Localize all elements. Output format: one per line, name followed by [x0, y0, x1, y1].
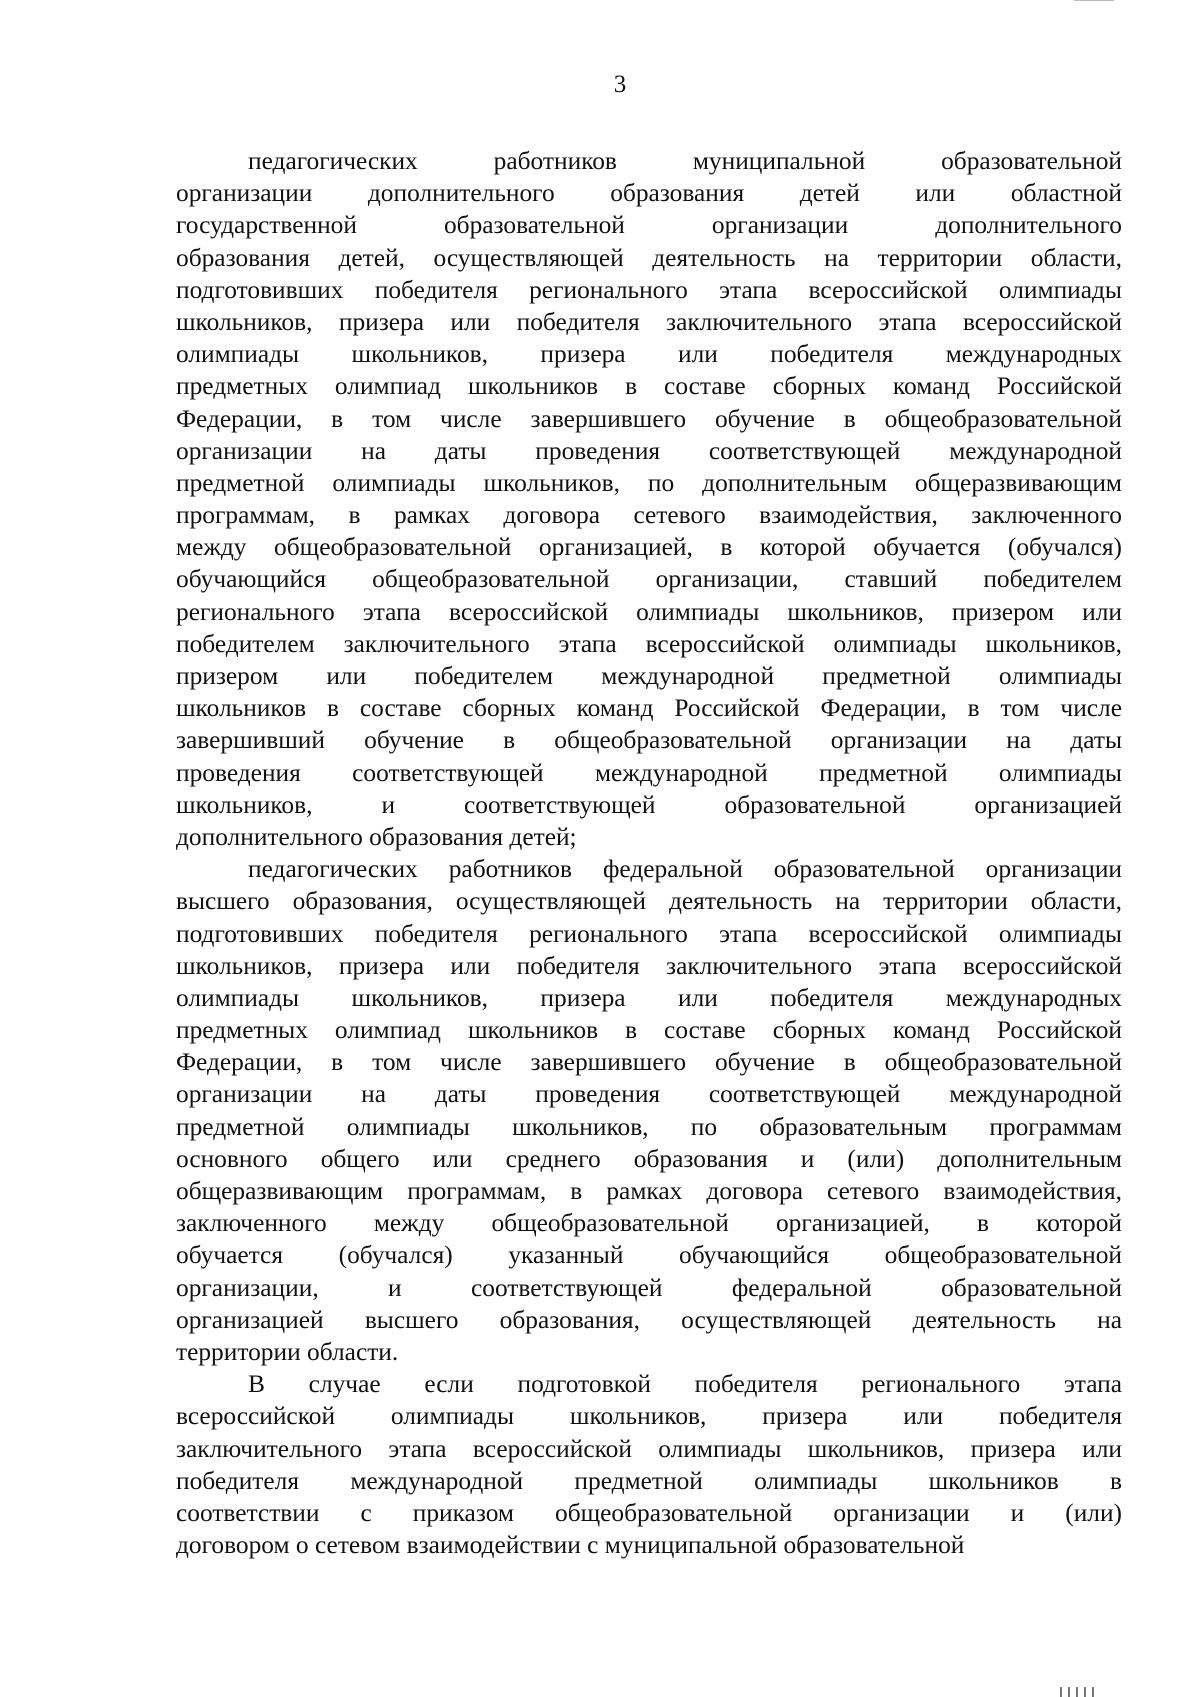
text-line: организации на даты проведения соответствующей международной — [176, 1080, 1122, 1109]
paragraph — [176, 145, 1122, 853]
page-number-text: 3 — [613, 71, 627, 98]
text-line: победителя международной предметной олимпиады школьников в — [176, 1466, 1122, 1495]
text-line: предметных олимпиад школьников в составе сборных команд Российской — [176, 1016, 1122, 1045]
text-line: территории области. — [176, 1337, 399, 1366]
text-line: основного общего или среднего образования и (или) дополнительным — [176, 1144, 1122, 1173]
text-line: договором о сетевом взаимодействии с муниципальной образовательной — [176, 1531, 965, 1560]
text-line: завершивший обучение в общеобразовательной организации на даты — [176, 726, 1122, 755]
paragraph — [176, 1368, 1122, 1561]
text-line: школьников, призера или победителя заключительного этапа всероссийской — [176, 951, 1122, 980]
paragraph — [176, 853, 1122, 1368]
scan-barcode-mark — [1060, 1687, 1130, 1697]
text-line: Федерации, в том числе завершившего обучение в общеобразовательной — [176, 1048, 1122, 1077]
text-line: программам, в рамках договора сетевого взаимодействия, заключенного — [176, 501, 1122, 530]
text-line: предметной олимпиады школьников, по дополнительным общеразвивающим — [176, 468, 1122, 497]
text-line: обучающийся общеобразовательной организации, ставший победителем — [176, 565, 1122, 594]
text-line: педагогических работников федеральной образовательной организации — [248, 855, 1122, 884]
text-line: высшего образования, осуществляющей деятельность на территории области, — [176, 887, 1122, 916]
text-line: всероссийской олимпиады школьников, призера или победителя — [176, 1402, 1122, 1431]
text-line: дополнительного образования детей; — [176, 822, 577, 851]
text-line: соответствии с приказом общеобразовательной организации и (или) — [176, 1498, 1122, 1527]
text-line: школьников, призера или победителя заключительного этапа всероссийской — [176, 307, 1122, 336]
text-line: общеразвивающим программам, в рамках договора сетевого взаимодействия, — [176, 1177, 1122, 1205]
text-line: педагогических работников муниципальной образовательной — [248, 147, 1122, 175]
text-line: обучается (обучался) указанный обучающийся общеобразовательной — [176, 1241, 1122, 1270]
text-line: олимпиады школьников, призера или победителя международных — [176, 340, 1122, 369]
text-line: заключенного между общеобразовательной организацией, в которой — [176, 1209, 1122, 1238]
text-line: Федерации, в том числе завершившего обучение в общеобразовательной — [176, 404, 1122, 433]
text-line: предметной олимпиады школьников, по образовательным программам — [176, 1112, 1122, 1141]
text-line: В случае если подготовкой победителя регионального этапа — [248, 1370, 1122, 1399]
text-line: регионального этапа всероссийской олимпиады школьников, призером или — [176, 597, 1122, 626]
text-line: проведения соответствующей международной предметной олимпиады — [176, 758, 1122, 787]
text-line: организации дополнительного образования детей или областной — [176, 179, 1122, 208]
text-line: заключительного этапа всероссийской олимпиады школьников, призера или — [176, 1434, 1122, 1463]
text-line: организацией высшего образования, осуществляющей деятельность на — [176, 1305, 1122, 1334]
page-number — [0, 70, 1200, 100]
text-line: олимпиады школьников, призера или победителя международных — [176, 983, 1122, 1012]
document-body — [176, 145, 1122, 1561]
text-line: организации, и соответствующей федеральной образовательной — [176, 1273, 1122, 1302]
text-line: организации на даты проведения соответствующей международной — [176, 436, 1122, 465]
text-line: победителем заключительного этапа всероссийской олимпиады школьников, — [176, 629, 1122, 658]
text-line: подготовивших победителя регионального этапа всероссийской олимпиады — [176, 919, 1122, 948]
text-line: предметных олимпиад школьников в составе сборных команд Российской — [176, 372, 1122, 401]
text-line: государственной образовательной организации дополнительного — [176, 211, 1122, 240]
text-line: призером или победителем международной предметной олимпиады — [176, 662, 1122, 690]
text-line: образования детей, осуществляющей деятельность на территории области, — [176, 243, 1122, 272]
text-line: школьников, и соответствующей образовательной организацией — [176, 790, 1122, 819]
text-line: подготовивших победителя регионального этапа всероссийской олимпиады — [176, 275, 1122, 304]
text-line: школьников в составе сборных команд Российской Федерации, в том числе — [176, 694, 1122, 723]
text-line: между общеобразовательной организацией, в которой обучается (обучался) — [176, 533, 1122, 562]
scan-edge-mark — [1074, 0, 1114, 5]
